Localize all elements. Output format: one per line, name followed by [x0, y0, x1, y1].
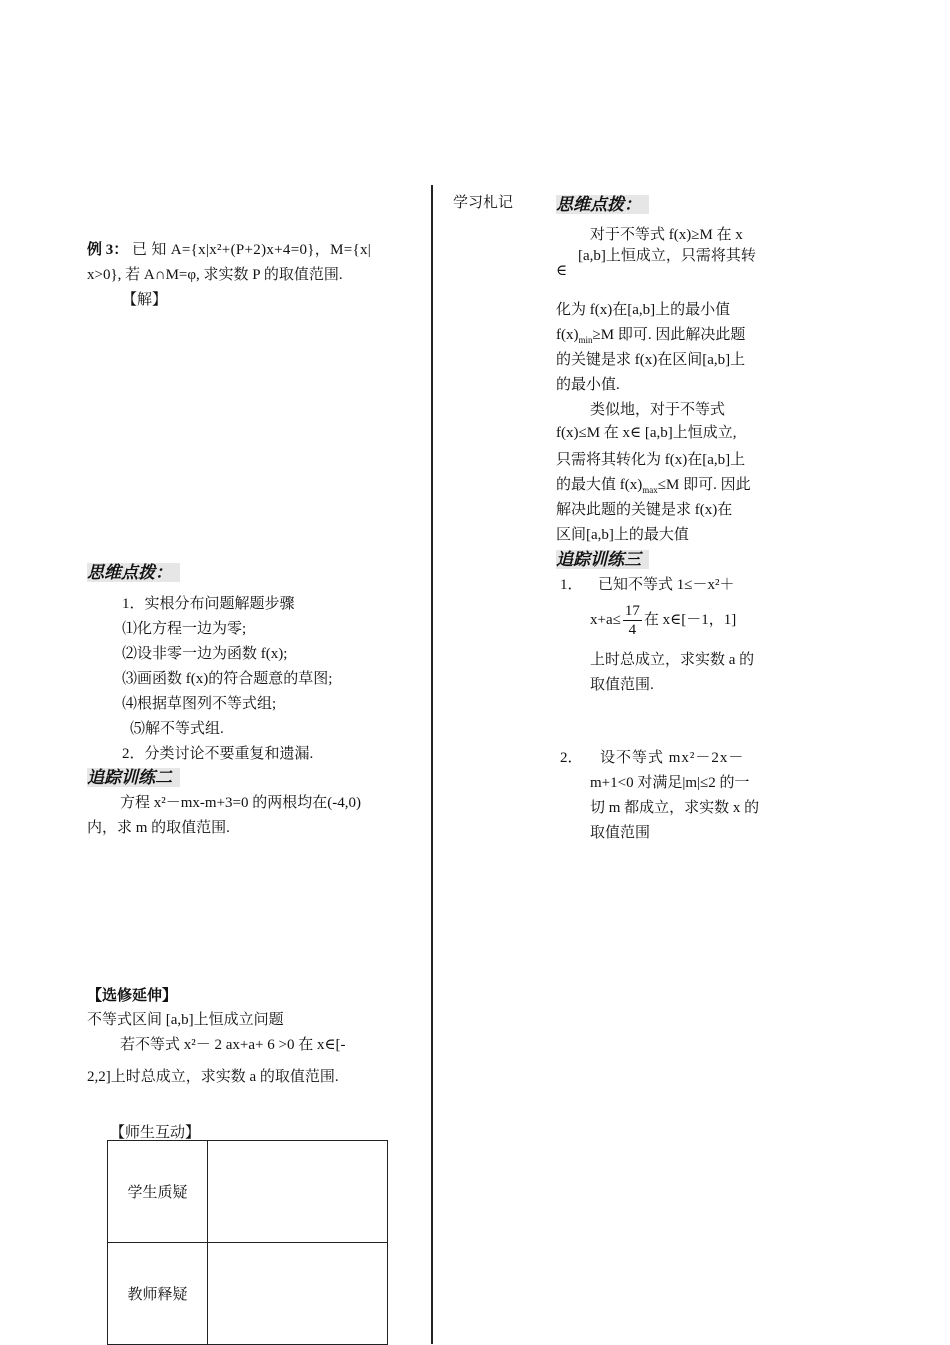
example3-label: 例 3：	[87, 242, 129, 258]
elective-line1: 不等式区间 [a,b]上恒成立问题	[87, 1012, 284, 1028]
thinking-heading-right-text: 思维点拨：	[556, 195, 649, 214]
right-thinking-line3: 化为 f(x)在[a,b]上的最小值	[556, 302, 731, 318]
track3-heading-text: 追踪训练三	[556, 550, 649, 569]
track2-heading-text: 追踪训练二	[87, 768, 180, 787]
q1-line2-a: x+a≤	[590, 612, 621, 628]
right-thinking-line11: 解决此题的关键是求 f(x)在	[556, 502, 733, 518]
table-row	[108, 1243, 388, 1345]
elective-line3: 2,2]上时总成立，求实数 a 的取值范围.	[87, 1069, 339, 1085]
q1-line4: 取值范围.	[590, 677, 654, 693]
elective-heading: 【选修延伸】	[87, 988, 178, 1004]
q1-line2	[590, 600, 736, 640]
track2-heading	[87, 768, 180, 789]
q2-line2: m+1<0 对满足|m|≤2 的一	[590, 775, 750, 791]
track2-line1: 方程 x²－mx-m+3=0 的两根均在(-4,0)	[120, 795, 361, 811]
right-thinking-line4	[556, 325, 745, 350]
right-thinking-line2: [a,b]上恒成立，只需将其转	[578, 248, 756, 264]
fraction-17-4	[623, 602, 642, 639]
q1-number: 1．	[560, 577, 583, 593]
right-thinking-line12: 区间[a,b]上的最大值	[556, 527, 689, 543]
q1-line2-b: 在 x∈[－1，1]	[643, 612, 737, 628]
student-question-cell[interactable]	[208, 1141, 388, 1243]
thinking-item-4: ⑶画函数 f(x)的符合题意的草图;	[122, 671, 333, 687]
right-thinking-line6: 的最小值.	[556, 377, 620, 393]
table-row	[108, 1141, 388, 1243]
teacher-answer-label: 教师释疑	[108, 1243, 208, 1345]
interaction-table	[107, 1140, 388, 1345]
right-thinking-line8: f(x)≤M 在 x∈ [a,b]上恒成立,	[556, 425, 737, 441]
right-thinking-line10	[556, 475, 751, 500]
q2-line3: 切 m 都成立，求实数 x 的	[590, 800, 760, 816]
student-question-label: 学生质疑	[108, 1141, 208, 1243]
teacher-answer-cell[interactable]	[208, 1243, 388, 1345]
min-cond: ≥M 即可. 因此解决此题	[592, 327, 746, 343]
thinking-item-5: ⑷根据草图列不等式组;	[122, 696, 277, 712]
track3-heading	[556, 550, 649, 571]
thinking-item-6: ⑸解不等式组.	[130, 721, 224, 737]
example3-solution: 【解】	[122, 292, 168, 308]
fx-max: 的最大值 f(x)	[556, 477, 643, 493]
fx-min: f(x)	[556, 327, 579, 343]
right-thinking-line5: 的关键是求 f(x)在区间[a,b]上	[556, 352, 746, 368]
example3-text1: 已 知 A={x|x²+(P+2)x+4=0}，M={x|	[132, 242, 372, 258]
thinking-item-3: ⑵设非零一边为函数 f(x);	[122, 646, 288, 662]
q2-number: 2．	[560, 750, 583, 766]
frac-denominator: 4	[628, 622, 637, 639]
notes-label: 学习札记	[453, 195, 514, 211]
max-cond: ≤M 即可. 因此	[657, 477, 751, 493]
example3-line1	[87, 240, 371, 260]
max-subscript: max	[642, 485, 658, 495]
column-divider	[431, 185, 433, 1344]
frac-numerator: 17	[624, 603, 640, 620]
q2-line4: 取值范围	[590, 825, 651, 841]
min-subscript: min	[578, 335, 593, 345]
thinking-item-2: ⑴化方程一边为零;	[122, 621, 247, 637]
thinking-heading-left	[87, 563, 180, 584]
right-thinking-line7: 类似地，对于不等式	[590, 402, 726, 418]
elective-line2: 若不等式 x²－ 2 ax+a+ 6 >0 在 x∈[-	[120, 1037, 346, 1053]
q1-line3: 上时总成立，求实数 a 的	[590, 652, 755, 668]
thinking-heading-left-text: 思维点拨：	[87, 563, 180, 582]
thinking-heading-right	[556, 195, 649, 216]
thinking-item-7: 2．分类讨论不要重复和遗漏.	[122, 746, 314, 762]
right-thinking-elem-symbol: ∈	[556, 263, 568, 279]
example3-line2: x>0}, 若 A∩M=φ, 求实数 P 的取值范围.	[87, 267, 343, 283]
q2-line1: 设不等式 mx²－2x－	[600, 750, 745, 766]
interaction-heading: 【师生互动】	[110, 1125, 201, 1141]
q1-line1: 已知不等式 1≤－x²＋	[598, 577, 735, 593]
track2-line2: 内，求 m 的取值范围.	[87, 820, 230, 836]
thinking-item-1: 1．实根分布问题解题步骤	[122, 596, 295, 612]
right-thinking-line1: 对于不等式 f(x)≥M 在 x	[590, 227, 743, 243]
right-thinking-line9: 只需将其转化为 f(x)在[a,b]上	[556, 452, 746, 468]
